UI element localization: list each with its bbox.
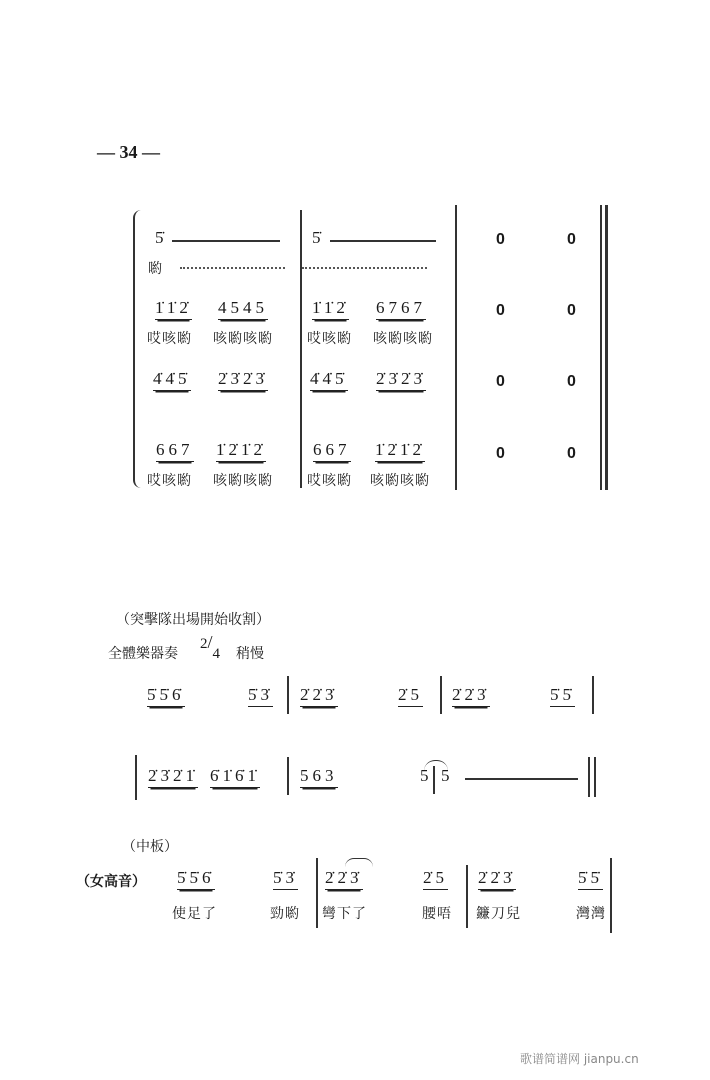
time-signature: 2/4 bbox=[200, 632, 221, 662]
instruction: 全體樂器奏 bbox=[108, 646, 178, 662]
note-group: 2̇2̇3̇ bbox=[478, 868, 516, 890]
barline bbox=[287, 676, 289, 714]
rest: 0 bbox=[496, 231, 505, 248]
note-group: 2̇2̇3̇ bbox=[452, 685, 490, 707]
note-group: 4545 bbox=[218, 298, 268, 320]
note-group: 2̇3̇2̇1̇ bbox=[148, 766, 198, 788]
rest: 0 bbox=[496, 445, 505, 462]
barline bbox=[300, 210, 302, 488]
barline bbox=[440, 676, 442, 714]
time-denominator: 4 bbox=[212, 646, 221, 662]
voice-label: （女高音） bbox=[76, 874, 146, 890]
note-group: 5̇5̇6̇ bbox=[147, 685, 185, 707]
note-group: 563 bbox=[300, 766, 338, 788]
rest: 0 bbox=[496, 373, 505, 390]
note-group: 4̇4̇5̇ bbox=[153, 369, 191, 391]
system-brace bbox=[133, 210, 143, 488]
rest: 0 bbox=[567, 302, 576, 319]
lyric: 咳喲咳喲 bbox=[213, 331, 273, 347]
barline bbox=[433, 766, 435, 794]
hold-line bbox=[330, 240, 436, 242]
note-group: 5̇3̇ bbox=[248, 685, 273, 707]
lyric: 哎咳喲 bbox=[307, 331, 352, 347]
lyric: 鐮刀兒 bbox=[476, 906, 521, 922]
lyric: 彎下了 bbox=[322, 906, 367, 922]
note: 5̇ bbox=[155, 228, 168, 247]
note-group: 5̇5̇6̇ bbox=[177, 868, 215, 890]
note-group: 2̇3̇2̇3̇ bbox=[218, 369, 268, 391]
final-barline bbox=[594, 757, 596, 797]
note-group: 4̇4̇5̇ bbox=[310, 369, 348, 391]
hold-line bbox=[465, 778, 578, 780]
barline bbox=[455, 205, 457, 490]
note-group: 2̇3̇2̇3̇ bbox=[376, 369, 426, 391]
note-group: 1̇2̇1̇2̇ bbox=[375, 440, 425, 462]
lyric: 勁喲 bbox=[270, 906, 300, 922]
rest: 0 bbox=[567, 231, 576, 248]
barline bbox=[592, 676, 594, 714]
note-group: 1̇1̇2̇ bbox=[155, 298, 192, 320]
note-group: 667 bbox=[156, 440, 194, 462]
note: 5 bbox=[441, 766, 454, 785]
lyric: 灣灣 bbox=[576, 906, 606, 922]
final-barline bbox=[600, 205, 602, 490]
barline bbox=[316, 858, 318, 928]
rest: 0 bbox=[496, 302, 505, 319]
barline bbox=[287, 757, 289, 795]
final-barline bbox=[588, 757, 590, 797]
lyric: 咳喲咳喲 bbox=[373, 331, 433, 347]
tempo-marking: 稍慢 bbox=[236, 646, 264, 662]
barline bbox=[466, 865, 468, 928]
note-group: 1̇2̇1̇2̇ bbox=[216, 440, 266, 462]
note-group: 667 bbox=[313, 440, 351, 462]
lyric: 使足了 bbox=[172, 906, 217, 922]
lyric: 哎咳喲 bbox=[147, 473, 192, 489]
rest: 0 bbox=[567, 445, 576, 462]
lyric: 咳喲咳喲 bbox=[370, 473, 430, 489]
note-group: 5̇5̇ bbox=[578, 868, 603, 890]
note: 5̇ bbox=[312, 228, 325, 247]
note-group: 6̇1̇6̇1̇ bbox=[210, 766, 260, 788]
lyric: 喲 bbox=[148, 261, 163, 277]
watermark: 歌谱简谱网 jianpu.cn bbox=[520, 1052, 639, 1066]
note-group: 6767 bbox=[376, 298, 426, 320]
note-group: 2̇5 bbox=[423, 868, 448, 890]
note-group: 5̇3̇ bbox=[273, 868, 298, 890]
barline bbox=[135, 755, 137, 800]
note: 5 bbox=[420, 766, 433, 785]
hold-line bbox=[172, 240, 280, 242]
note-group: 2̇2̇3̇ bbox=[300, 685, 338, 707]
note-group: 1̇1̇2̇ bbox=[312, 298, 349, 320]
lyric: 咳喲咳喲 bbox=[213, 473, 273, 489]
extension-dots bbox=[180, 267, 285, 269]
rest: 0 bbox=[567, 373, 576, 390]
lyric: 腰唔 bbox=[422, 906, 452, 922]
extension-dots bbox=[302, 267, 427, 269]
note-group: 2̇2̇3̇ bbox=[325, 868, 363, 890]
note-group: 5̇5̇ bbox=[550, 685, 575, 707]
time-numerator: 2 bbox=[200, 636, 208, 652]
section-heading: （突擊隊出場開始收割） bbox=[116, 612, 270, 628]
vocal-tempo: （中板） bbox=[122, 839, 178, 855]
note-group: 2̇5 bbox=[398, 685, 423, 707]
lyric: 哎咳喲 bbox=[147, 331, 192, 347]
lyric: 哎咳喲 bbox=[307, 473, 352, 489]
final-barline bbox=[605, 205, 608, 490]
slur-arc bbox=[345, 858, 373, 867]
page-number: — 34 — bbox=[97, 142, 160, 162]
barline bbox=[610, 858, 612, 933]
